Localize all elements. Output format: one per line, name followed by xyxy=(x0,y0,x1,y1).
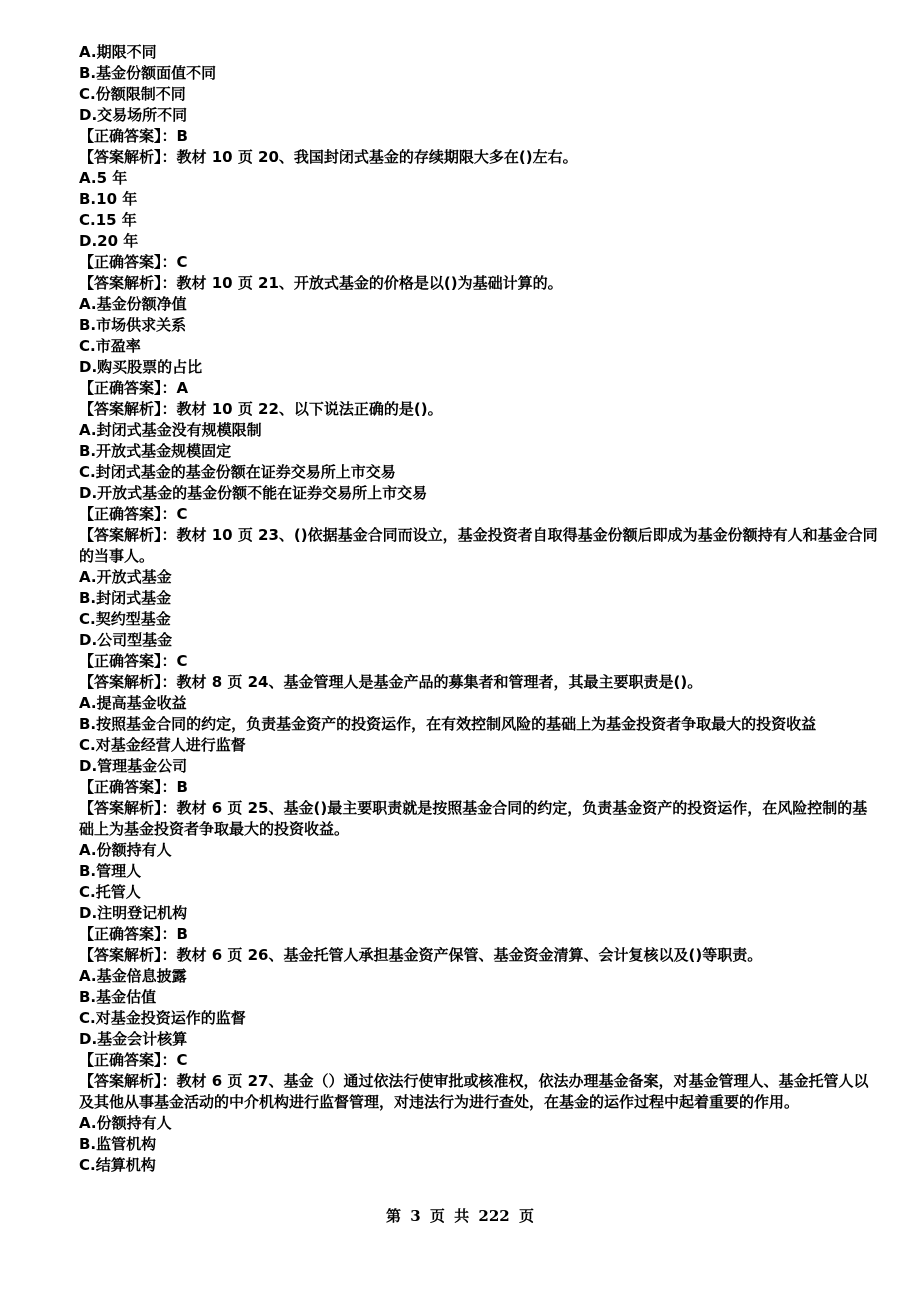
answer-analysis-line: 【答案解析】：教材 6 页 27、基金（）通过依法行使审批或核准权，依法办理基金备案，对基金管理人、基金托管人以及其他从事基金活动的中介机构进行监督管理，对违法行为进行查处，在基金的运作过程中起着重要的作用。 xyxy=(79,1072,869,1111)
answer-analysis-line: 【答案解析】：教材 8 页 24、基金管理人是基金产品的募集者和管理者，其最主要职责是()。 xyxy=(79,673,703,691)
option-line: C.对基金投资运作的监督 xyxy=(79,1009,246,1027)
option-line: D.管理基金公司 xyxy=(79,757,188,775)
answer-analysis-line: 【答案解析】：教材 6 页 26、基金托管人承担基金资产保管、基金资金清算、会计复核以及()等职责。 xyxy=(79,946,763,964)
option-line: A.基金份额净值 xyxy=(79,295,187,313)
option-line: A.期限不同 xyxy=(79,43,157,61)
question-list xyxy=(79,42,881,1176)
option-line: A.封闭式基金没有规模限制 xyxy=(79,421,262,439)
option-line: C.市盈率 xyxy=(79,337,141,355)
option-line: B.市场供求关系 xyxy=(79,316,187,334)
correct-answer-line: 【正确答案】：A xyxy=(79,379,189,397)
option-line: D.基金会计核算 xyxy=(79,1030,188,1048)
option-line: B.基金份额面值不同 xyxy=(79,64,217,82)
answer-analysis-line: 【答案解析】：教材 10 页 22、以下说法正确的是()。 xyxy=(79,400,443,418)
correct-answer-line: 【正确答案】：C xyxy=(79,505,188,523)
option-line: D.交易场所不同 xyxy=(79,106,188,124)
option-line: B.监管机构 xyxy=(79,1135,157,1153)
correct-answer-line: 【正确答案】：C xyxy=(79,1051,188,1069)
option-line: B.10 年 xyxy=(79,190,138,208)
option-line: C.份额限制不同 xyxy=(79,85,186,103)
option-line: D.注明登记机构 xyxy=(79,904,188,922)
option-line: A.开放式基金 xyxy=(79,568,172,586)
option-line: C.结算机构 xyxy=(79,1156,156,1174)
option-line: D.购买股票的占比 xyxy=(79,358,203,376)
option-line: C.契约型基金 xyxy=(79,610,171,628)
option-line: A.份额持有人 xyxy=(79,841,172,859)
option-line: A.5 年 xyxy=(79,169,128,187)
correct-answer-line: 【正确答案】：C xyxy=(79,253,188,271)
option-line: B.按照基金合同的约定，负责基金资产的投资运作，在有效控制风险的基础上为基金投资者争取最大的投资收益 xyxy=(79,715,817,733)
answer-analysis-line: 【答案解析】：教材 10 页 20、我国封闭式基金的存续期限大多在()左右。 xyxy=(79,148,578,166)
option-line: B.基金估值 xyxy=(79,988,157,1006)
footer-prefix: 第 xyxy=(386,1207,402,1225)
option-line: C.15 年 xyxy=(79,211,137,229)
correct-answer-line: 【正确答案】：B xyxy=(79,925,188,943)
option-line: D.20 年 xyxy=(79,232,139,250)
option-line: C.对基金经营人进行监督 xyxy=(79,736,246,754)
correct-answer-line: 【正确答案】：C xyxy=(79,652,188,670)
correct-answer-line: 【正确答案】：B xyxy=(79,778,188,796)
answer-analysis-line: 【答案解析】：教材 10 页 23、()依据基金合同而设立，基金投资者自取得基金份额后即成为基金份额持有人和基金合同的当事人。 xyxy=(79,526,878,565)
answer-analysis-line: 【答案解析】：教材 6 页 25、基金()最主要职责就是按照基金合同的约定，负责基金资产的投资运作，在风险控制的基础上为基金投资者争取最大的投资收益。 xyxy=(79,799,868,838)
footer-total-unit: 页 xyxy=(518,1207,534,1225)
correct-answer-line: 【正确答案】：B xyxy=(79,127,188,145)
page-footer xyxy=(0,1205,920,1226)
option-line: B.开放式基金规模固定 xyxy=(79,442,232,460)
option-line: C.封闭式基金的基金份额在证券交易所上市交易 xyxy=(79,463,396,481)
answer-analysis-line: 【答案解析】：教材 10 页 21、开放式基金的价格是以()为基础计算的。 xyxy=(79,274,563,292)
option-line: A.份额持有人 xyxy=(79,1114,172,1132)
option-line: B.封闭式基金 xyxy=(79,589,172,607)
option-line: D.开放式基金的基金份额不能在证券交易所上市交易 xyxy=(79,484,428,502)
option-line: C.托管人 xyxy=(79,883,141,901)
option-line: B.管理人 xyxy=(79,862,142,880)
footer-page-unit: 页 xyxy=(429,1207,445,1225)
option-line: D.公司型基金 xyxy=(79,631,173,649)
option-line: A.提高基金收益 xyxy=(79,694,187,712)
footer-total-prefix: 共 xyxy=(454,1207,470,1225)
option-line: A.基金倍息披露 xyxy=(79,967,187,985)
footer-page-number: 3 xyxy=(410,1207,421,1225)
footer-total-pages: 222 xyxy=(478,1207,510,1225)
